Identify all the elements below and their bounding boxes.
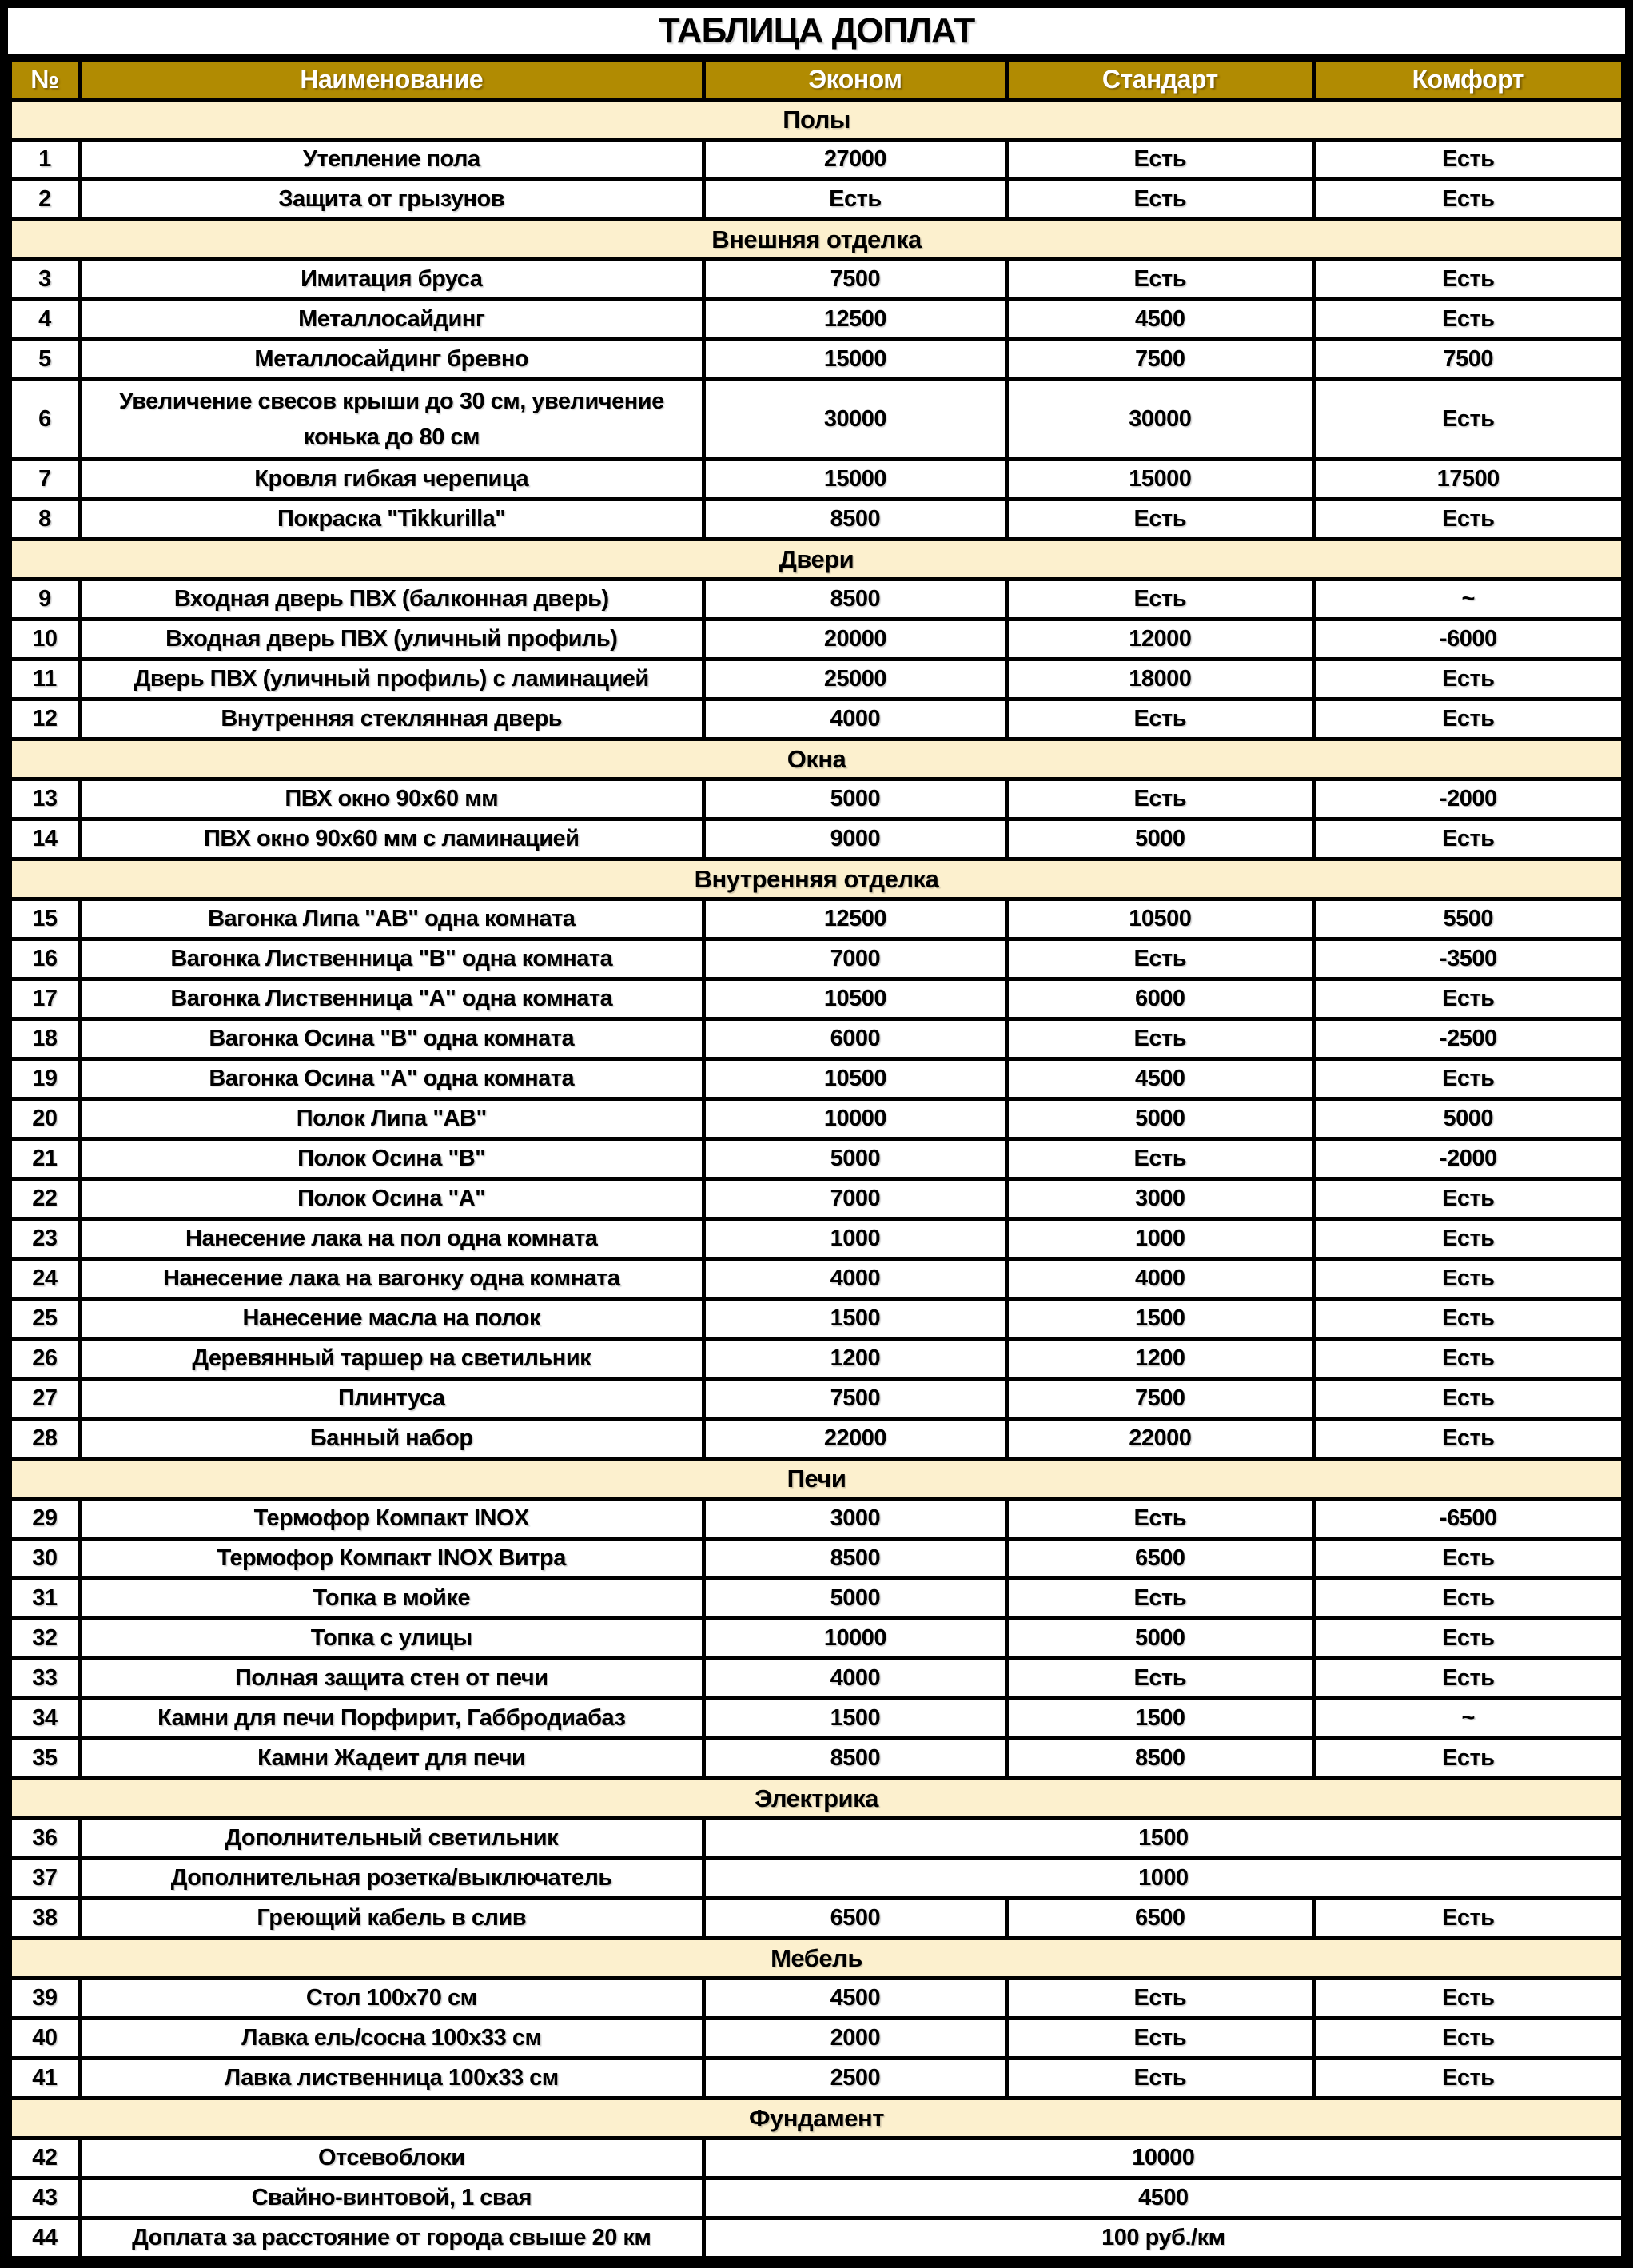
row-value-cell-komfort: Есть — [1313, 260, 1623, 300]
row-value-cell-komfort: Есть — [1313, 1619, 1623, 1659]
table-row — [10, 260, 1623, 300]
column-header-num: № — [10, 60, 80, 100]
row-name-cell: Металлосайдинг бревно — [79, 340, 703, 380]
row-name-cell: Полок Осина "В" — [79, 1139, 703, 1179]
row-number-cell: 35 — [10, 1739, 80, 1779]
row-value-cell-econom: 1200 — [703, 1339, 1006, 1379]
row-value-cell-komfort: 5500 — [1313, 899, 1623, 939]
row-value-cell-komfort: Есть — [1313, 1379, 1623, 1419]
row-name-cell: ПВХ окно 90х60 мм с ламинацией — [79, 819, 703, 859]
table-row — [10, 500, 1623, 540]
row-number-cell: 28 — [10, 1419, 80, 1459]
row-value-cell-standart: 7500 — [1007, 340, 1313, 380]
row-value-cell-komfort: Есть — [1313, 380, 1623, 460]
row-number-cell: 5 — [10, 340, 80, 380]
row-value-cell-standart: Есть — [1007, 180, 1313, 220]
row-value-cell-standart: Есть — [1007, 1019, 1313, 1059]
row-number-cell: 6 — [10, 380, 80, 460]
row-name-cell: Вагонка Лиственница "А" одна комната — [79, 979, 703, 1019]
row-value-cell-econom: 9000 — [703, 819, 1006, 859]
row-name-cell: Стол 100х70 см — [79, 1979, 703, 2019]
column-header-econom: Эконом — [703, 60, 1006, 100]
row-name-cell: Вагонка Липа "АВ" одна комната — [79, 899, 703, 939]
table-row — [10, 2178, 1623, 2218]
row-value-cell-standart: Есть — [1007, 939, 1313, 979]
row-number-cell: 4 — [10, 300, 80, 340]
row-number-cell: 37 — [10, 1859, 80, 1899]
row-name-cell: Полок Осина "А" — [79, 1179, 703, 1219]
row-value-cell-econom: 2000 — [703, 2019, 1006, 2059]
table-row — [10, 2138, 1623, 2178]
row-value-cell-econom: 8500 — [703, 1739, 1006, 1779]
row-value-cell-komfort: -2000 — [1313, 779, 1623, 819]
section-header-row — [10, 220, 1623, 260]
table-row — [10, 1299, 1623, 1339]
table-row — [10, 1539, 1623, 1579]
table-row — [10, 660, 1623, 700]
row-value-cell-econom: 30000 — [703, 380, 1006, 460]
table-row — [10, 899, 1623, 939]
section-title: Внутренняя отделка — [10, 859, 1623, 899]
row-value-cell-komfort: -2000 — [1313, 1139, 1623, 1179]
table-row — [10, 1219, 1623, 1259]
row-number-cell: 31 — [10, 1579, 80, 1619]
row-value-cell-standart: 7500 — [1007, 1379, 1313, 1419]
row-value-cell-econom: 10500 — [703, 979, 1006, 1019]
table-row — [10, 1699, 1623, 1739]
row-number-cell: 23 — [10, 1219, 80, 1259]
row-number-cell: 11 — [10, 660, 80, 700]
row-number-cell: 22 — [10, 1179, 80, 1219]
row-value-cell-standart: 1000 — [1007, 1219, 1313, 1259]
table-row — [10, 140, 1623, 180]
row-number-cell: 7 — [10, 460, 80, 500]
section-title: Полы — [10, 100, 1623, 140]
row-name-cell: Лавка лиственница 100х33 см — [79, 2059, 703, 2099]
row-name-cell: Утепление пола — [79, 140, 703, 180]
row-number-cell: 2 — [10, 180, 80, 220]
row-value-cell-komfort: Есть — [1313, 300, 1623, 340]
row-value-cell-komfort: ~ — [1313, 580, 1623, 620]
row-name-cell: Входная дверь ПВХ (уличный профиль) — [79, 620, 703, 660]
row-value-cell-standart: 4000 — [1007, 1259, 1313, 1299]
row-value-cell-econom: 5000 — [703, 1139, 1006, 1179]
row-value-cell-komfort: ~ — [1313, 1699, 1623, 1739]
row-value-cell-standart: Есть — [1007, 700, 1313, 739]
row-value-cell-econom: 4000 — [703, 1659, 1006, 1699]
row-value-cell-standart: 4500 — [1007, 1059, 1313, 1099]
row-value-cell-komfort: Есть — [1313, 1979, 1623, 2019]
row-value-cell-komfort: Есть — [1313, 660, 1623, 700]
row-value-cell-komfort: Есть — [1313, 2059, 1623, 2099]
row-value-cell-standart: 6000 — [1007, 979, 1313, 1019]
row-value-cell-komfort: Есть — [1313, 979, 1623, 1019]
row-number-cell: 43 — [10, 2178, 80, 2218]
row-number-cell: 38 — [10, 1899, 80, 1939]
row-value-cell-econom: 6500 — [703, 1899, 1006, 1939]
row-name-cell: Нанесение лака на вагонку одна комната — [79, 1259, 703, 1299]
row-value-cell-econom: 7000 — [703, 1179, 1006, 1219]
row-value-cell-econom: Есть — [703, 180, 1006, 220]
row-value-cell-komfort: Есть — [1313, 1219, 1623, 1259]
row-value-cell-komfort: -6500 — [1313, 1499, 1623, 1539]
row-value-cell-standart: 10500 — [1007, 899, 1313, 939]
row-value-cell-econom: 4500 — [703, 1979, 1006, 2019]
section-title: Внешняя отделка — [10, 220, 1623, 260]
row-merged-value-cell: 100 руб./км — [703, 2218, 1623, 2258]
row-number-cell: 29 — [10, 1499, 80, 1539]
row-name-cell: Плинтуса — [79, 1379, 703, 1419]
row-value-cell-econom: 20000 — [703, 620, 1006, 660]
row-number-cell: 24 — [10, 1259, 80, 1299]
row-number-cell: 32 — [10, 1619, 80, 1659]
row-name-cell: Полок Липа "АВ" — [79, 1099, 703, 1139]
row-value-cell-standart: 1200 — [1007, 1339, 1313, 1379]
row-value-cell-komfort: Есть — [1313, 1899, 1623, 1939]
table-row — [10, 1979, 1623, 2019]
row-value-cell-standart: Есть — [1007, 140, 1313, 180]
row-value-cell-komfort: -6000 — [1313, 620, 1623, 660]
row-value-cell-econom: 1500 — [703, 1299, 1006, 1339]
row-name-cell: Входная дверь ПВХ (балконная дверь) — [79, 580, 703, 620]
section-header-row — [10, 739, 1623, 779]
section-title: Печи — [10, 1459, 1623, 1499]
row-value-cell-standart: 18000 — [1007, 660, 1313, 700]
row-number-cell: 9 — [10, 580, 80, 620]
row-value-cell-komfort: Есть — [1313, 1579, 1623, 1619]
row-value-cell-econom: 5000 — [703, 779, 1006, 819]
row-name-cell: Свайно-винтовой, 1 свая — [79, 2178, 703, 2218]
page-title: ТАБЛИЦА ДОПЛАТ — [658, 11, 975, 50]
row-number-cell: 41 — [10, 2059, 80, 2099]
row-number-cell: 39 — [10, 1979, 80, 2019]
table-row — [10, 819, 1623, 859]
table-row — [10, 1139, 1623, 1179]
table-row — [10, 1819, 1623, 1859]
row-value-cell-econom: 10000 — [703, 1099, 1006, 1139]
row-value-cell-komfort: 5000 — [1313, 1099, 1623, 1139]
row-value-cell-econom: 6000 — [703, 1019, 1006, 1059]
row-name-cell: Доплата за расстояние от города свыше 20 км — [79, 2218, 703, 2258]
row-value-cell-standart: Есть — [1007, 1139, 1313, 1179]
section-header-row — [10, 1459, 1623, 1499]
row-number-cell: 13 — [10, 779, 80, 819]
table-row — [10, 1739, 1623, 1779]
table-title-bar — [8, 8, 1625, 58]
row-name-cell: Вагонка Лиственница "В" одна комната — [79, 939, 703, 979]
row-name-cell: Вагонка Осина "В" одна комната — [79, 1019, 703, 1059]
row-value-cell-standart: Есть — [1007, 1979, 1313, 2019]
row-value-cell-standart: Есть — [1007, 779, 1313, 819]
row-value-cell-standart: Есть — [1007, 1499, 1313, 1539]
row-value-cell-standart: Есть — [1007, 580, 1313, 620]
row-value-cell-komfort: Есть — [1313, 1539, 1623, 1579]
row-value-cell-econom: 4000 — [703, 1259, 1006, 1299]
section-title: Окна — [10, 739, 1623, 779]
row-number-cell: 17 — [10, 979, 80, 1019]
row-name-cell: Защита от грызунов — [79, 180, 703, 220]
row-merged-value-cell: 4500 — [703, 2178, 1623, 2218]
row-value-cell-econom: 12500 — [703, 300, 1006, 340]
row-name-cell: ПВХ окно 90х60 мм — [79, 779, 703, 819]
table-row — [10, 1859, 1623, 1899]
row-number-cell: 34 — [10, 1699, 80, 1739]
row-number-cell: 19 — [10, 1059, 80, 1099]
section-header-row — [10, 540, 1623, 580]
table-header — [10, 60, 1623, 100]
column-header-komfort: Комфорт — [1313, 60, 1623, 100]
row-value-cell-standart: Есть — [1007, 260, 1313, 300]
row-value-cell-komfort: Есть — [1313, 1659, 1623, 1699]
row-value-cell-standart: Есть — [1007, 500, 1313, 540]
table-row — [10, 1579, 1623, 1619]
row-number-cell: 44 — [10, 2218, 80, 2258]
row-value-cell-standart: 1500 — [1007, 1699, 1313, 1739]
row-value-cell-econom: 22000 — [703, 1419, 1006, 1459]
table-row — [10, 2059, 1623, 2099]
row-value-cell-econom: 10500 — [703, 1059, 1006, 1099]
row-name-cell: Вагонка Осина "А" одна комната — [79, 1059, 703, 1099]
table-row — [10, 620, 1623, 660]
row-value-cell-komfort: Есть — [1313, 140, 1623, 180]
row-name-cell: Кровля гибкая черепица — [79, 460, 703, 500]
row-value-cell-komfort: -2500 — [1313, 1019, 1623, 1059]
row-number-cell: 10 — [10, 620, 80, 660]
row-value-cell-komfort: 17500 — [1313, 460, 1623, 500]
table-row — [10, 1259, 1623, 1299]
row-value-cell-standart: 1500 — [1007, 1299, 1313, 1339]
row-value-cell-econom: 7000 — [703, 939, 1006, 979]
row-value-cell-standart: 3000 — [1007, 1179, 1313, 1219]
row-value-cell-standart: 15000 — [1007, 460, 1313, 500]
row-name-cell: Дополнительная розетка/выключатель — [79, 1859, 703, 1899]
row-value-cell-standart: 6500 — [1007, 1539, 1313, 1579]
row-name-cell: Греющий кабель в слив — [79, 1899, 703, 1939]
table-row — [10, 180, 1623, 220]
row-value-cell-econom: 8500 — [703, 1539, 1006, 1579]
row-value-cell-standart: 30000 — [1007, 380, 1313, 460]
row-value-cell-komfort: Есть — [1313, 2019, 1623, 2059]
row-name-cell: Деревянный таршер на светильник — [79, 1339, 703, 1379]
table-row — [10, 1379, 1623, 1419]
row-number-cell: 21 — [10, 1139, 80, 1179]
section-title: Фундамент — [10, 2099, 1623, 2138]
row-number-cell: 14 — [10, 819, 80, 859]
row-number-cell: 1 — [10, 140, 80, 180]
row-merged-value-cell: 10000 — [703, 2138, 1623, 2178]
row-number-cell: 25 — [10, 1299, 80, 1339]
row-name-cell: Топка с улицы — [79, 1619, 703, 1659]
row-value-cell-econom: 12500 — [703, 899, 1006, 939]
row-merged-value-cell: 1000 — [703, 1859, 1623, 1899]
table-row — [10, 1339, 1623, 1379]
row-value-cell-econom: 1500 — [703, 1699, 1006, 1739]
row-value-cell-standart: Есть — [1007, 2019, 1313, 2059]
table-row — [10, 939, 1623, 979]
surcharge-table — [8, 58, 1625, 2260]
table-row — [10, 2019, 1623, 2059]
row-merged-value-cell: 1500 — [703, 1819, 1623, 1859]
row-value-cell-econom: 7500 — [703, 260, 1006, 300]
row-value-cell-standart: Есть — [1007, 1579, 1313, 1619]
row-name-cell: Лавка ель/сосна 100х33 см — [79, 2019, 703, 2059]
row-value-cell-standart: 4500 — [1007, 300, 1313, 340]
row-name-cell: Металлосайдинг — [79, 300, 703, 340]
row-value-cell-econom: 10000 — [703, 1619, 1006, 1659]
row-value-cell-standart: 12000 — [1007, 620, 1313, 660]
row-number-cell: 27 — [10, 1379, 80, 1419]
table-row — [10, 1099, 1623, 1139]
table-row — [10, 2218, 1623, 2258]
row-value-cell-komfort: Есть — [1313, 1059, 1623, 1099]
row-name-cell: Камни Жадеит для печи — [79, 1739, 703, 1779]
section-header-row — [10, 2099, 1623, 2138]
table-row — [10, 300, 1623, 340]
row-name-cell: Дополнительный светильник — [79, 1819, 703, 1859]
row-number-cell: 15 — [10, 899, 80, 939]
table-row — [10, 460, 1623, 500]
row-value-cell-komfort: Есть — [1313, 1299, 1623, 1339]
row-value-cell-econom: 8500 — [703, 580, 1006, 620]
row-value-cell-standart: 5000 — [1007, 819, 1313, 859]
section-header-row — [10, 1939, 1623, 1979]
table-row — [10, 340, 1623, 380]
table-row — [10, 1659, 1623, 1699]
row-name-cell: Дверь ПВХ (уличный профиль) с ламинацией — [79, 660, 703, 700]
row-name-cell: Банный набор — [79, 1419, 703, 1459]
section-title: Двери — [10, 540, 1623, 580]
row-value-cell-komfort: Есть — [1313, 700, 1623, 739]
column-header-standart: Стандарт — [1007, 60, 1313, 100]
row-name-cell: Имитация бруса — [79, 260, 703, 300]
row-value-cell-econom: 25000 — [703, 660, 1006, 700]
table-row — [10, 1019, 1623, 1059]
table-row — [10, 380, 1623, 460]
row-name-cell: Внутренняя стеклянная дверь — [79, 700, 703, 739]
row-value-cell-standart: Есть — [1007, 1659, 1313, 1699]
row-value-cell-standart: 8500 — [1007, 1739, 1313, 1779]
row-value-cell-komfort: Есть — [1313, 819, 1623, 859]
row-name-cell: Термофор Компакт INOX — [79, 1499, 703, 1539]
row-value-cell-econom: 15000 — [703, 460, 1006, 500]
row-number-cell: 30 — [10, 1539, 80, 1579]
row-value-cell-komfort: 7500 — [1313, 340, 1623, 380]
table-row — [10, 1619, 1623, 1659]
row-value-cell-econom: 4000 — [703, 700, 1006, 739]
row-name-cell: Нанесение масла на полок — [79, 1299, 703, 1339]
section-header-row — [10, 859, 1623, 899]
row-value-cell-standart: 22000 — [1007, 1419, 1313, 1459]
column-header-row — [10, 60, 1623, 100]
table-row — [10, 700, 1623, 739]
row-number-cell: 3 — [10, 260, 80, 300]
table-body — [10, 100, 1623, 2258]
row-value-cell-komfort: Есть — [1313, 1419, 1623, 1459]
table-row — [10, 1499, 1623, 1539]
section-header-row — [10, 100, 1623, 140]
section-title: Электрика — [10, 1779, 1623, 1819]
row-value-cell-econom: 2500 — [703, 2059, 1006, 2099]
row-value-cell-standart: 6500 — [1007, 1899, 1313, 1939]
row-name-cell: Термофор Компакт INOX Витра — [79, 1539, 703, 1579]
table-row — [10, 580, 1623, 620]
row-number-cell: 33 — [10, 1659, 80, 1699]
row-number-cell: 36 — [10, 1819, 80, 1859]
row-value-cell-standart: 5000 — [1007, 1099, 1313, 1139]
row-value-cell-komfort: Есть — [1313, 180, 1623, 220]
row-value-cell-econom: 5000 — [703, 1579, 1006, 1619]
row-value-cell-komfort: Есть — [1313, 1259, 1623, 1299]
row-value-cell-komfort: Есть — [1313, 1179, 1623, 1219]
row-value-cell-standart: Есть — [1007, 2059, 1313, 2099]
column-header-name: Наименование — [79, 60, 703, 100]
table-row — [10, 779, 1623, 819]
row-number-cell: 20 — [10, 1099, 80, 1139]
row-value-cell-standart: 5000 — [1007, 1619, 1313, 1659]
row-name-cell: Покраска "Tikkurilla" — [79, 500, 703, 540]
row-number-cell: 42 — [10, 2138, 80, 2178]
row-value-cell-komfort: Есть — [1313, 1739, 1623, 1779]
row-name-cell: Увеличение свесов крыши до 30 см, увеличение конька до 80 см — [79, 380, 703, 460]
table-row — [10, 1899, 1623, 1939]
table-row — [10, 1419, 1623, 1459]
table-row — [10, 979, 1623, 1019]
row-value-cell-komfort: Есть — [1313, 500, 1623, 540]
row-value-cell-econom: 1000 — [703, 1219, 1006, 1259]
row-value-cell-econom: 3000 — [703, 1499, 1006, 1539]
row-number-cell: 26 — [10, 1339, 80, 1379]
row-value-cell-econom: 7500 — [703, 1379, 1006, 1419]
row-value-cell-komfort: -3500 — [1313, 939, 1623, 979]
row-number-cell: 8 — [10, 500, 80, 540]
section-header-row — [10, 1779, 1623, 1819]
row-name-cell: Камни для печи Порфирит, Габбродиабаз — [79, 1699, 703, 1739]
row-value-cell-econom: 15000 — [703, 340, 1006, 380]
row-name-cell: Нанесение лака на пол одна комната — [79, 1219, 703, 1259]
table-row — [10, 1179, 1623, 1219]
row-name-cell: Отсевоблоки — [79, 2138, 703, 2178]
table-row — [10, 1059, 1623, 1099]
row-number-cell: 12 — [10, 700, 80, 739]
row-value-cell-komfort: Есть — [1313, 1339, 1623, 1379]
row-value-cell-econom: 27000 — [703, 140, 1006, 180]
row-name-cell: Топка в мойке — [79, 1579, 703, 1619]
row-number-cell: 18 — [10, 1019, 80, 1059]
row-name-cell: Полная защита стен от печи — [79, 1659, 703, 1699]
row-number-cell: 40 — [10, 2019, 80, 2059]
row-number-cell: 16 — [10, 939, 80, 979]
section-title: Мебель — [10, 1939, 1623, 1979]
row-value-cell-econom: 8500 — [703, 500, 1006, 540]
